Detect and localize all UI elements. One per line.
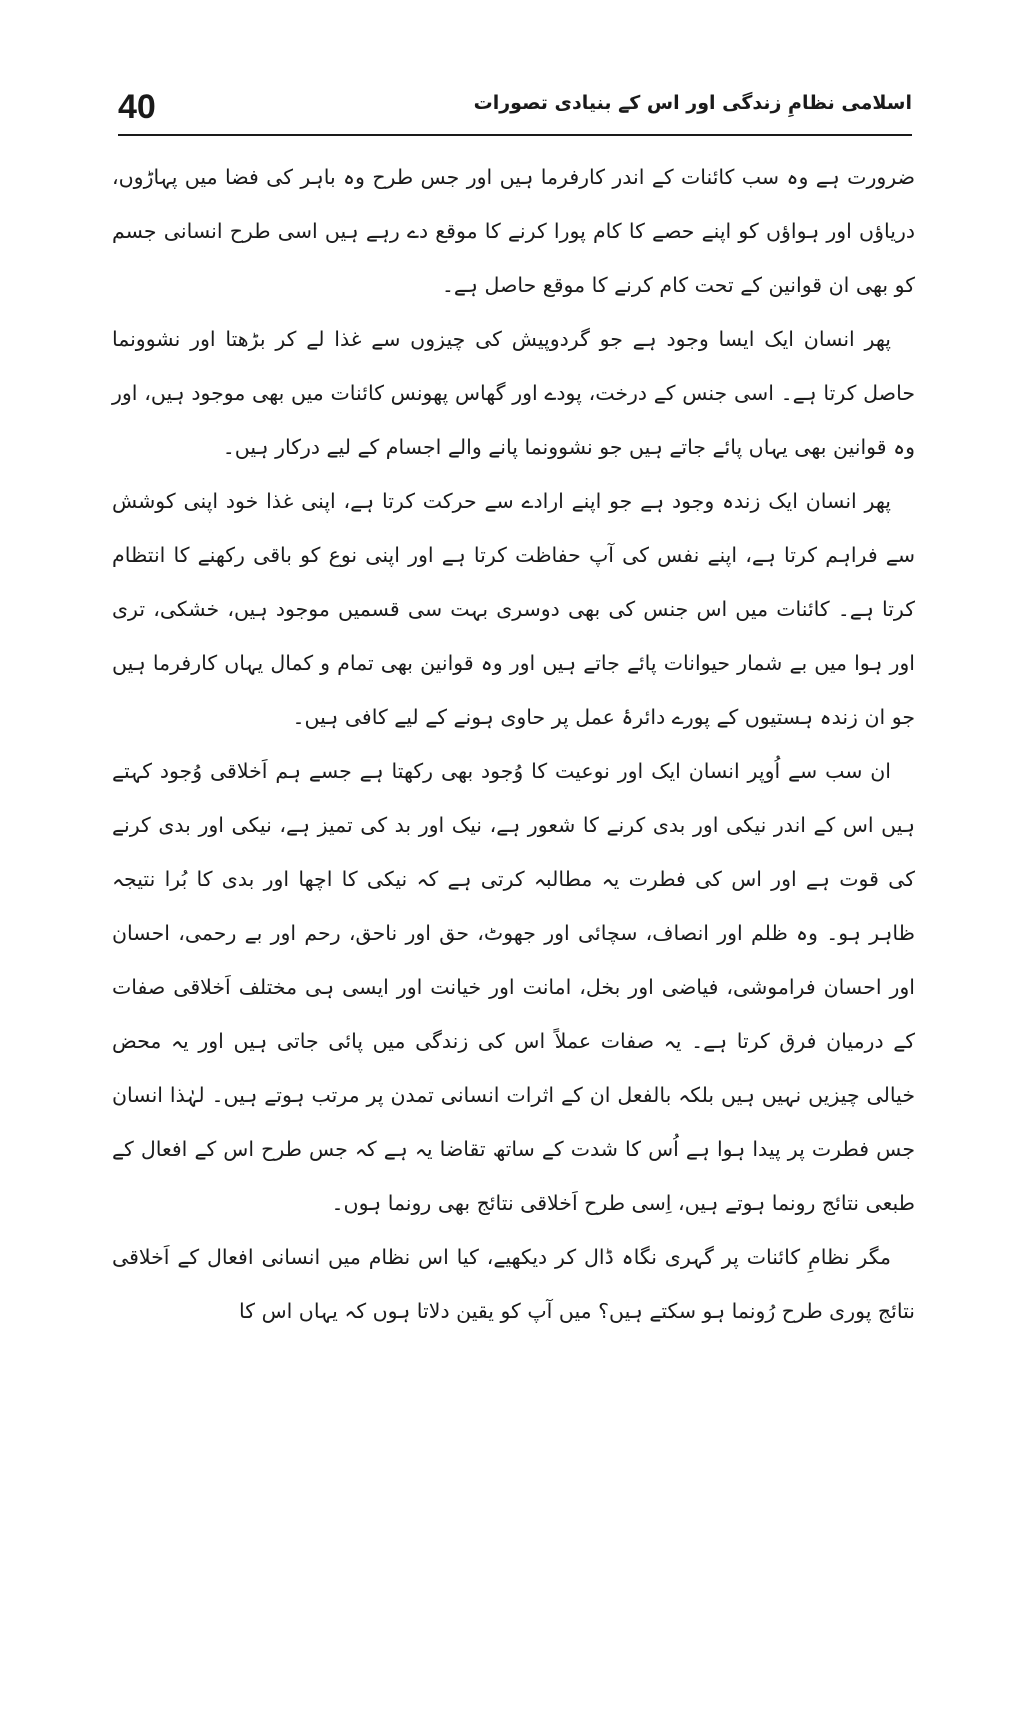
paragraph-2: پھر انسان ایک ایسا وجود ہے جو گردوپیش کی چیزوں سے غذا لے کر بڑھتا اور نشوونما حاصل کرتا ہے۔ اسی جنس کے درخت، پودے اور گھاس پھونس کائنات میں بھی موجود ہیں، اور وہ قوانین بھی یہاں پائے جاتے ہیں جو نشوونما پانے والے اجسام کے لیے درکار ہیں۔	[112, 327, 915, 459]
paragraph-5: مگر نظامِ کائنات پر گہری نگاہ ڈال کر دیکھیے، کیا اس نظام میں انسانی افعال کے اَخلاقی نتائج پوری طرح رُونما ہو سکتے ہیں؟ میں آپ کو یقین دلاتا ہوں کہ یہاں اس کا	[112, 1245, 915, 1323]
page-number: 40	[118, 88, 156, 126]
header-rule	[118, 134, 912, 136]
paragraph-3: پھر انسان ایک زندہ وجود ہے جو اپنے ارادے سے حرکت کرتا ہے، اپنی غذا خود اپنی کوشش سے فراہم کرتا ہے، اپنے نفس کی آپ حفاظت کرتا ہے اور اپنی نوع کو باقی رکھنے کا انتظام کرتا ہے۔ کائنات میں اس جنس کی بھی دوسری بہت سی قسمیں موجود ہیں، خشکی، تری اور ہوا میں بے شمار حیوانات پائے جاتے ہیں اور وہ قوانین بھی تمام و کمال یہاں کارفرما ہیں جو ان زندہ ہستیوں کے پورے دائرۂ عمل پر حاوی ہونے کے لیے کافی ہیں۔	[112, 489, 915, 729]
body-text	[112, 150, 915, 1338]
paragraph-1: ضرورت ہے وہ سب کائنات کے اندر کارفرما ہیں اور جس طرح وہ باہر کی فضا میں پہاڑوں، دریاؤں اور ہواؤں کو اپنے حصے کا کام پورا کرنے کا موقع دے رہے ہیں اسی طرح انسانی جسم کو بھی ان قوانین کے تحت کام کرنے کا موقع حاصل ہے۔	[112, 165, 915, 297]
running-title: اسلامی نظامِ زندگی اور اس کے بنیادی تصورات	[473, 92, 912, 114]
paragraph-4: ان سب سے اُوپر انسان ایک اور نوعیت کا وُجود بھی رکھتا ہے جسے ہم اَخلاقی وُجود کہتے ہیں اس کے اندر نیکی اور بدی کرنے کا شعور ہے، نیک اور بد کی تمیز ہے، نیکی اور بدی کرنے کی قوت ہے اور اس کی فطرت یہ مطالبہ کرتی ہے کہ نیکی کا اچھا اور بدی کا بُرا نتیجہ ظاہر ہو۔ وہ ظلم اور انصاف، سچائی اور جھوٹ، حق اور ناحق، رحم اور بے رحمی، احسان اور احسان فراموشی، فیاضی اور بخل، امانت اور خیانت اور ایسی ہی مختلف اَخلاقی صفات کے درمیان فرق کرتا ہے۔ یہ صفات عملاً اس کی زندگی میں پائی جاتی ہیں اور یہ محض خیالی چیزیں نہیں ہیں بلکہ بالفعل ان کے اثرات انسانی تمدن پر مرتب ہوتے ہیں۔ لہٰذا انسان جس فطرت پر پیدا ہوا ہے اُس کا شدت کے ساتھ تقاضا یہ ہے کہ جس طرح اس کے افعال کے طبعی نتائج رونما ہوتے ہیں، اِسی طرح اَخلاقی نتائج بھی رونما ہوں۔	[112, 759, 915, 1215]
page-header	[118, 82, 912, 136]
